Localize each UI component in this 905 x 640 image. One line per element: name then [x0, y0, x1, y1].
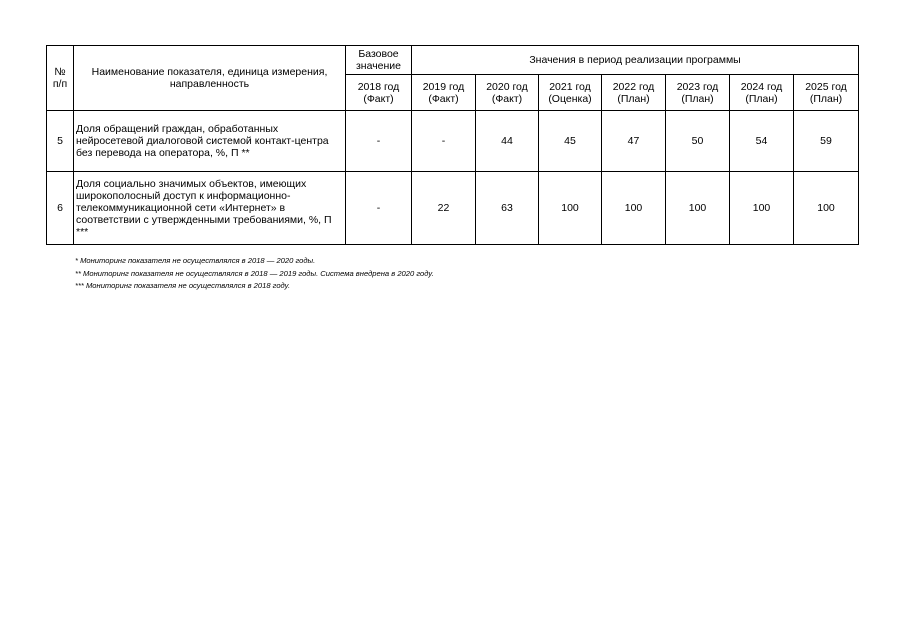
- value-cell: 47: [602, 111, 666, 172]
- value-cell: -: [346, 172, 412, 245]
- value-cell: 100: [730, 172, 794, 245]
- value-cell: 100: [602, 172, 666, 245]
- header-indicator-name: Наименование показателя, единица измерения, направленность: [74, 46, 346, 111]
- header-year: 2021 год (Оценка): [539, 75, 602, 111]
- header-year: 2023 год (План): [666, 75, 730, 111]
- footnote: ** Мониторинг показателя не осуществлялся в 2018 — 2019 годы. Система внедрена в 2020 году.: [75, 268, 434, 278]
- table-row: [47, 111, 859, 172]
- indicator-name: Доля социально значимых объектов, имеющих широкополосный доступ к информационно-телекоммуникационной сети «Интернет» в соответствии с утвержденными требованиями, %, П ***: [74, 172, 346, 245]
- value-cell: 44: [476, 111, 539, 172]
- table-row: [47, 172, 859, 245]
- indicator-name: Доля обращений граждан, обработанных нейросетевой диалоговой системой контакт-центра без перевода на оператора, %, П **: [74, 111, 346, 172]
- header-year: 2024 год (План): [730, 75, 794, 111]
- value-cell: 100: [666, 172, 730, 245]
- value-cell: 50: [666, 111, 730, 172]
- header-year: 2019 год (Факт): [412, 75, 476, 111]
- row-number: 5: [47, 111, 74, 172]
- value-cell: -: [412, 111, 476, 172]
- value-cell: 45: [539, 111, 602, 172]
- header-year: 2022 год (План): [602, 75, 666, 111]
- header-year: 2020 год (Факт): [476, 75, 539, 111]
- footnote: * Мониторинг показателя не осуществлялся в 2018 — 2020 годы.: [75, 256, 316, 265]
- header-year: 2025 год (План): [794, 75, 859, 111]
- value-cell: -: [346, 111, 412, 172]
- value-cell: 59: [794, 111, 859, 172]
- header-number: № п/п: [47, 46, 74, 111]
- footnotes: [75, 255, 434, 293]
- footnote: *** Мониторинг показателя не осуществлялся в 2018 году.: [75, 281, 291, 290]
- indicators-table: [46, 45, 859, 245]
- value-cell: 54: [730, 111, 794, 172]
- value-cell: 22: [412, 172, 476, 245]
- value-cell: 100: [794, 172, 859, 245]
- value-cell: 63: [476, 172, 539, 245]
- header-year: 2018 год (Факт): [346, 75, 412, 111]
- header-program-values: Значения в период реализации программы: [412, 46, 859, 75]
- value-cell: 100: [539, 172, 602, 245]
- header-base-value: Базовое значение: [346, 46, 412, 75]
- row-number: 6: [47, 172, 74, 245]
